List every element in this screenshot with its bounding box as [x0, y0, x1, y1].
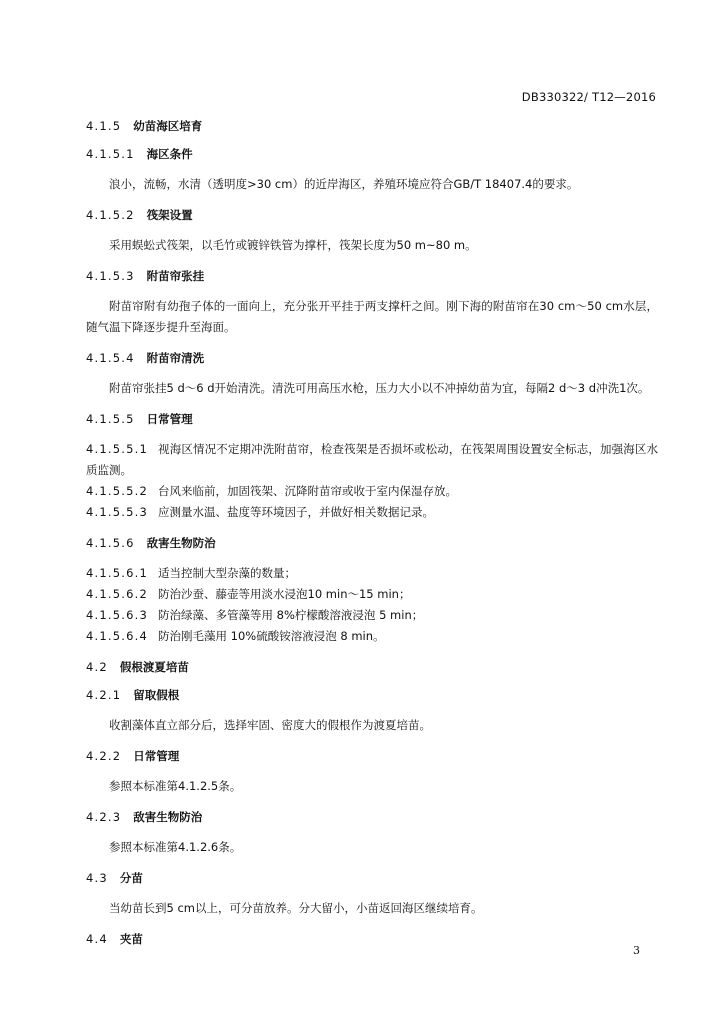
section-number: 4.1.5.1 — [86, 147, 135, 161]
section-title: 敌害生物防治 — [146, 536, 216, 550]
clause-text: 台风来临前，加固筏架、沉降附苗帘或收于室内保湿存放。 — [158, 484, 458, 498]
section-title: 幼苗海区培育 — [133, 119, 203, 133]
clause-list — [86, 563, 658, 647]
document-code: DB330322/ T12—2016 — [521, 90, 656, 104]
section-number: 4.2.2 — [86, 749, 122, 763]
section-heading — [86, 659, 658, 675]
clause-item — [86, 481, 658, 502]
section-heading — [86, 870, 658, 886]
clause-text: 防治沙蚕、藤壶等用淡水浸泡10 min～15 min； — [158, 587, 411, 601]
section-heading — [86, 207, 658, 223]
section-heading — [86, 535, 658, 551]
section-number: 4.1.5.4 — [86, 351, 135, 365]
clause-number: 4.1.5.5.2 — [86, 484, 149, 498]
section-title: 附苗帘张挂 — [146, 269, 205, 283]
clause-number: 4.1.5.6.1 — [86, 566, 149, 580]
section-heading — [86, 350, 658, 366]
section-title: 筏架设置 — [146, 208, 193, 222]
section-number: 4.2.1 — [86, 688, 122, 702]
section-title: 日常管理 — [133, 749, 180, 763]
section-number: 4.1.5.5 — [86, 412, 135, 426]
paragraph: 收割藻体直立部分后，选择牢固、密度大的假根作为渡夏培苗。 — [109, 718, 431, 732]
section-heading — [86, 268, 658, 284]
section-number: 4.1.5.6 — [86, 536, 135, 550]
section-title: 留取假根 — [133, 688, 180, 702]
clause-text: 视海区情况不定期冲洗附苗帘，检查筏架是否损坏或松动，在筏架周围设置安全标志，加强海区水质监测。 — [86, 442, 658, 477]
section-number: 4.2 — [86, 660, 108, 674]
clause-number: 4.1.5.6.3 — [86, 608, 149, 622]
paragraph: 参照本标准第4.1.2.5条。 — [109, 779, 242, 793]
clause-item — [86, 605, 658, 626]
section-title: 夹苗 — [119, 932, 143, 946]
clause-text: 应测量水温、盐度等环境因子，并做好相关数据记录。 — [158, 505, 435, 519]
paragraph: 采用蜈蚣式筏架，以毛竹或镀锌铁管为撑杆，筏架长度为50 m~80 m。 — [109, 238, 477, 252]
section-title: 分苗 — [119, 871, 143, 885]
section-number: 4.1.5.2 — [86, 208, 135, 222]
page-number: 3 — [633, 944, 640, 957]
paragraph: 附苗帘附有幼孢子体的一面向上，充分张开平挂于两支撑杆之间。刚下海的附苗帘在30 cm～50 cm水层，随气温下降逐步提升至海面。 — [86, 299, 658, 334]
clause-number: 4.1.5.5.3 — [86, 505, 149, 519]
clause-text: 适当控制大型杂藻的数量； — [158, 566, 297, 580]
section-heading — [86, 411, 658, 427]
section-heading — [86, 931, 658, 947]
section-number: 4.1.5.3 — [86, 269, 135, 283]
clause-item — [86, 584, 658, 605]
section-heading — [86, 118, 658, 134]
section-number: 4.1.5 — [86, 119, 122, 133]
clause-item — [86, 439, 658, 481]
clause-item — [86, 626, 658, 647]
section-number: 4.2.3 — [86, 810, 122, 824]
section-heading — [86, 146, 658, 162]
section-title: 假根渡夏培苗 — [119, 660, 189, 674]
clause-list — [86, 439, 658, 523]
section-heading — [86, 809, 658, 825]
paragraph: 浪小，流畅，水清（透明度>30 cm）的近岸海区，养殖环境应符合GB/T 18407.4的要求。 — [109, 177, 579, 191]
section-number: 4.4 — [86, 932, 108, 946]
clause-item — [86, 502, 658, 523]
section-number: 4.3 — [86, 871, 108, 885]
section-heading — [86, 687, 658, 703]
paragraph: 参照本标准第4.1.2.6条。 — [109, 840, 242, 854]
section-heading — [86, 748, 658, 764]
clause-number: 4.1.5.5.1 — [86, 442, 149, 456]
clause-number: 4.1.5.6.2 — [86, 587, 149, 601]
clause-text: 防治绿藻、多管藻等用 8%柠檬酸溶液浸泡 5 min； — [158, 608, 424, 622]
paragraph: 附苗帘张挂5 d～6 d开始清洗。清洗可用高压水枪，压力大小以不冲掉幼苗为宜，每隔2 d～3 d冲洗1次。 — [109, 381, 650, 395]
section-title: 敌害生物防治 — [133, 810, 203, 824]
clause-number: 4.1.5.6.4 — [86, 629, 149, 643]
document-body — [86, 118, 658, 959]
section-title: 附苗帘清洗 — [146, 351, 205, 365]
clause-item — [86, 563, 658, 584]
section-title: 海区条件 — [146, 147, 193, 161]
paragraph: 当幼苗长到5 cm以上，可分苗放养。分大留小，小苗返回海区继续培育。 — [109, 901, 483, 915]
section-title: 日常管理 — [146, 412, 193, 426]
clause-text: 防治刚毛藻用 10%硫酸铵溶液浸泡 8 min。 — [158, 629, 385, 643]
